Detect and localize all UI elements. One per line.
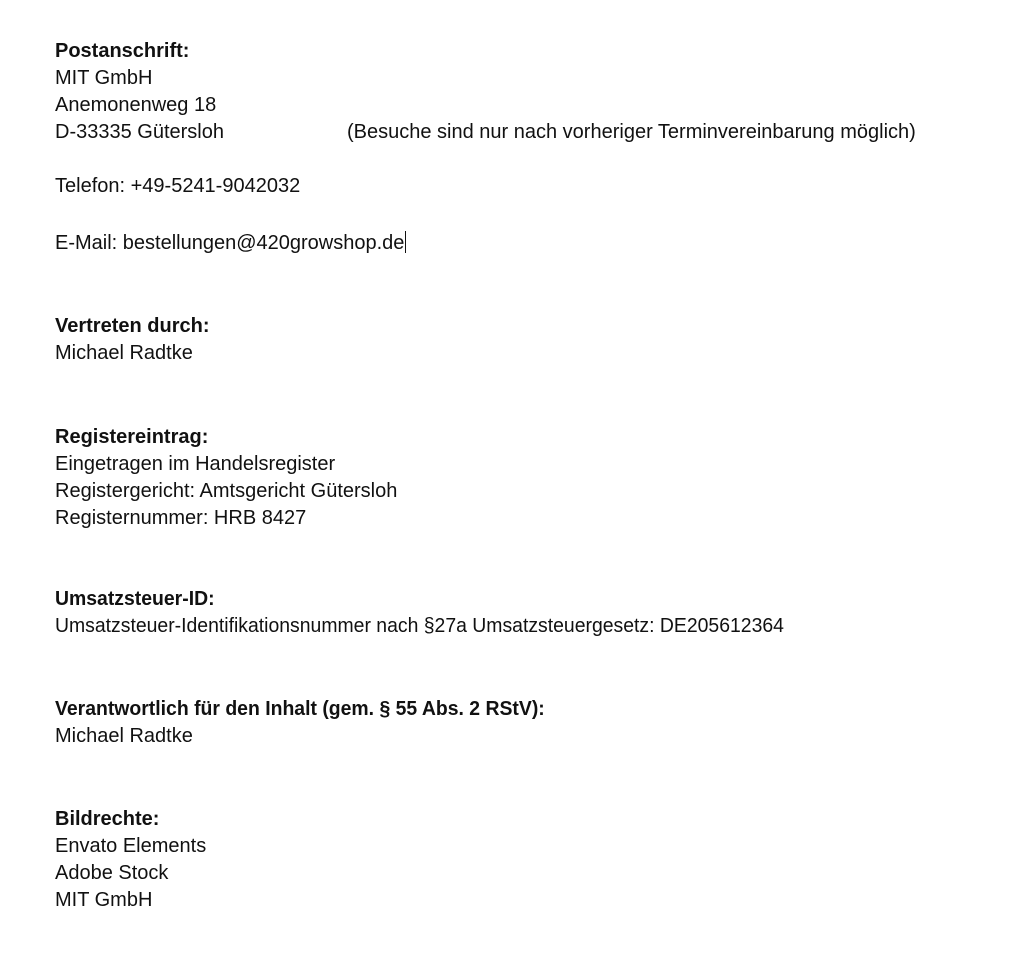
register-line-1: Eingetragen im Handelsregister: [55, 453, 336, 475]
bildrechte-heading: Bildrechte:: [55, 808, 160, 830]
bildrechte-item: Adobe Stock: [55, 862, 169, 884]
email-line: [55, 230, 406, 257]
ust-line-text: Umsatzsteuer-Identifikationsnummer nach §27a Umsatzsteuergesetz: DE205612364: [55, 615, 784, 637]
ust-heading-text: Umsatzsteuer-ID:: [55, 588, 215, 610]
phone: Telefon: +49-5241-9042032: [55, 175, 301, 197]
vertreten-heading: Vertreten durch:: [55, 315, 210, 337]
city: D-33335 Gütersloh: [55, 121, 224, 143]
visit-note: (Besuche sind nur nach vorheriger Terminvereinbarung möglich): [347, 121, 916, 143]
postanschrift-heading: Postanschrift:: [55, 40, 190, 62]
verantwortlich-heading: [55, 696, 560, 723]
bildrechte-item: Envato Elements: [55, 835, 207, 857]
verantwortlich-name: Michael Radtke: [55, 725, 193, 747]
bildrechte-item: MIT GmbH: [55, 889, 153, 911]
ust-heading: [55, 586, 219, 613]
register-line-3: Registernummer: HRB 8427: [55, 507, 307, 529]
email[interactable]: E-Mail: bestellungen@420growshop.de: [55, 232, 405, 254]
verantwortlich-heading-text: Verantwortlich für den Inhalt (gem. § 55 Abs. 2 RStV):: [55, 698, 545, 720]
ust-line: [55, 613, 807, 640]
city-line: [55, 119, 1005, 146]
company-name: MIT GmbH: [55, 67, 153, 89]
text-cursor: [405, 231, 406, 253]
register-line-2: Registergericht: Amtsgericht Gütersloh: [55, 480, 398, 502]
street-address: Anemonenweg 18: [55, 94, 217, 116]
register-heading: Registereintrag:: [55, 426, 209, 448]
representative-name: Michael Radtke: [55, 342, 193, 364]
